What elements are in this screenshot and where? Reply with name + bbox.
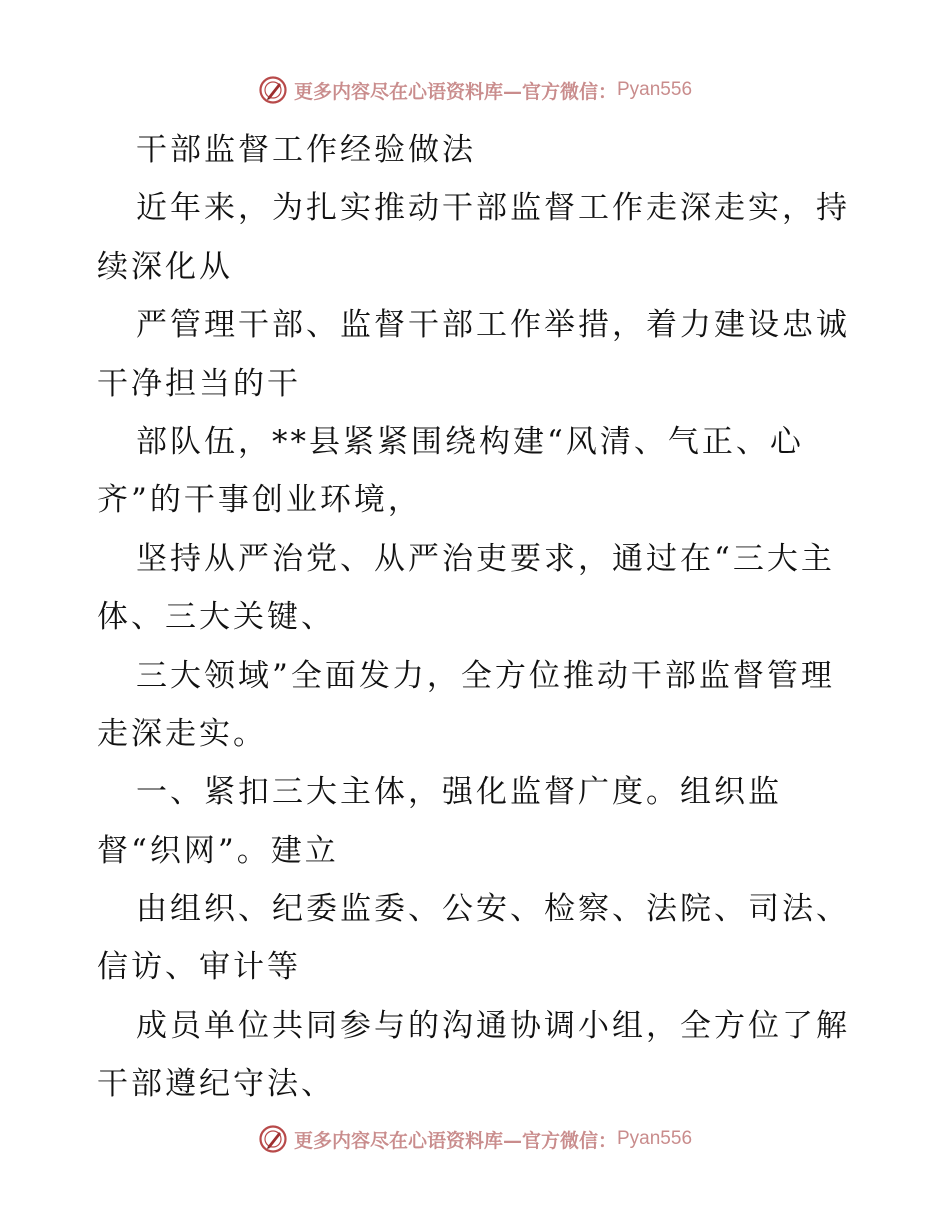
text-line: 近年来，为扎实推动干部监督工作走深走实，持 (136, 190, 850, 227)
watermark-text: 更多内容尽在心语资料库—官方微信： (293, 1129, 617, 1152)
watermark-header (0, 70, 950, 110)
text-line: 部队伍，**县紧紧围绕构建“风清、气正、心 (136, 423, 804, 460)
watermark-text: 更多内容尽在心语资料库—官方微信： (293, 80, 617, 103)
watermark-wechat-id: Pyan556 (617, 79, 693, 100)
text-line: 走深走实。 (97, 715, 267, 752)
section-heading-line: 一、紧扣三大主体，强化监督广度。组织监 (136, 774, 782, 811)
document-body (97, 121, 857, 1114)
text-line: 信访、审计等 (97, 949, 301, 986)
watermark-footer (0, 1119, 950, 1159)
text-line: 续深化从 (97, 248, 233, 285)
text-line: 齐”的干事创业环境， (97, 482, 422, 519)
document-title: 干部监督工作经验做法 (136, 132, 476, 168)
watermark-wechat-id: Pyan556 (617, 1128, 693, 1149)
text-line: 严管理干部、监督干部工作举措，着力建设忠诚 (136, 307, 850, 344)
pen-logo-icon (258, 1124, 288, 1154)
text-line: 督“织网”。建立 (97, 832, 339, 869)
text-line: 坚持从严治党、从严治吏要求，通过在“三大主 (136, 540, 835, 577)
pen-logo-icon (258, 75, 288, 105)
text-line: 体、三大关键、 (97, 599, 335, 636)
text-line: 三大领域”全面发力，全方位推动干部监督管理 (136, 657, 835, 694)
text-line: 由组织、纪委监委、公安、检察、法院、司法、 (136, 891, 850, 928)
text-line: 干部遵纪守法、 (97, 1066, 335, 1103)
text-line: 干净担当的干 (97, 365, 301, 402)
text-line: 成员单位共同参与的沟通协调小组，全方位了解 (136, 1007, 850, 1044)
